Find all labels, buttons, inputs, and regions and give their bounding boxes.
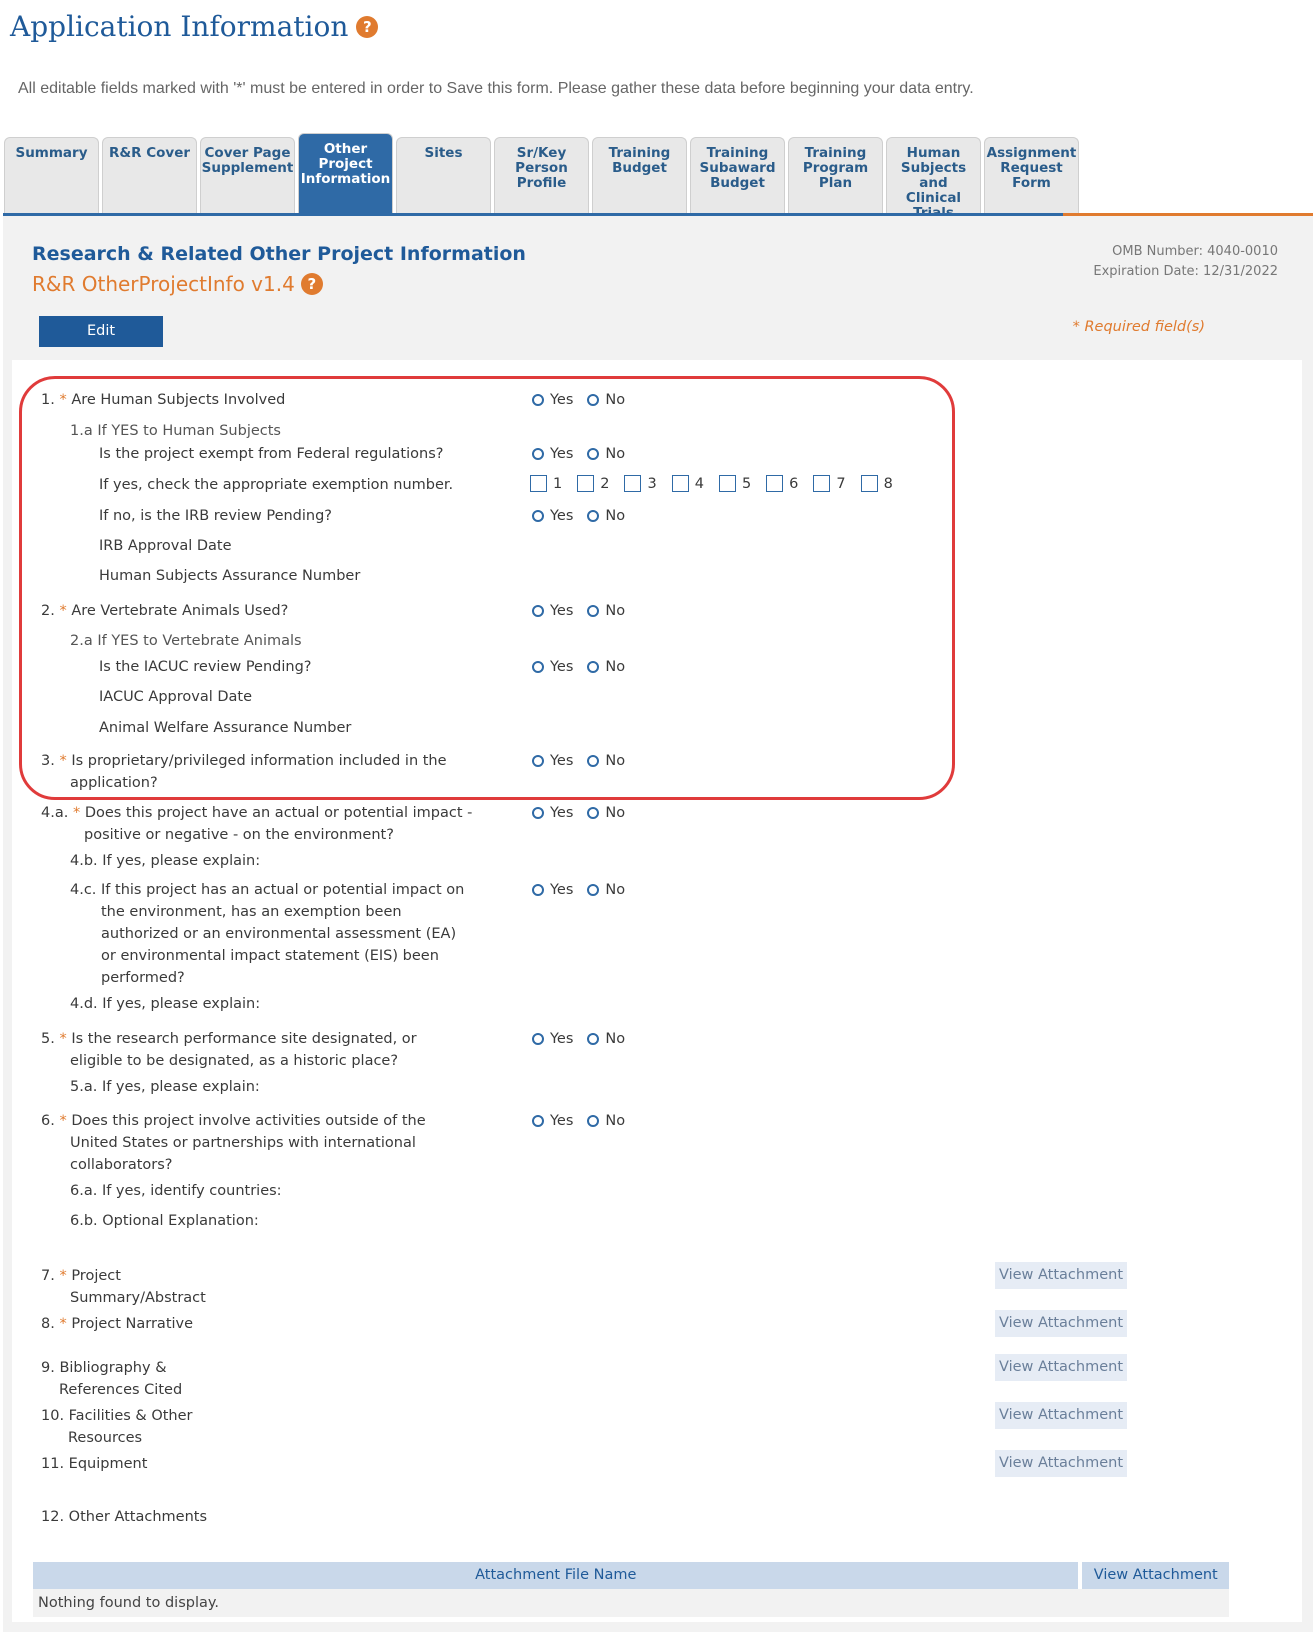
q-text: Project Narrative	[71, 1316, 194, 1332]
radio-circle	[587, 510, 599, 522]
question-6b: 6.b. Optional Explanation:	[70, 1213, 259, 1229]
required-star: *	[59, 1268, 67, 1284]
q-num: 2.	[41, 603, 55, 619]
exemption-checkbox-5[interactable]	[719, 475, 751, 492]
tab-training-program-plan[interactable]: Training Program Plan	[788, 137, 883, 215]
q-num: 5.	[41, 1031, 55, 1047]
radio-label: No	[605, 753, 626, 769]
q2-yes-radio[interactable]	[532, 603, 573, 619]
checkbox-box	[861, 475, 878, 492]
radio-circle	[532, 605, 544, 617]
radio-label: Yes	[550, 1113, 574, 1129]
checkbox-box	[530, 475, 547, 492]
form-version-text: R&R OtherProjectInfo v1.4	[32, 272, 295, 296]
question-6a: 6.a. If yes, identify countries:	[70, 1183, 282, 1199]
iacuc-approval-date-label: IACUC Approval Date	[99, 689, 253, 705]
required-star: *	[59, 603, 67, 619]
q4c-yes-radio[interactable]	[532, 882, 573, 898]
radio-circle	[587, 605, 599, 617]
view-attachment-button-10[interactable]: View Attachment	[995, 1402, 1127, 1429]
q-text: Does this project involve activities outside of the	[71, 1113, 426, 1129]
q1a-exempt-yes-radio[interactable]	[532, 446, 573, 462]
radio-circle	[532, 394, 544, 406]
question-2	[41, 600, 288, 622]
checkbox-label: 4	[694, 475, 704, 492]
q1a-irb-yes-radio[interactable]	[532, 508, 573, 524]
expiration-date: Expiration Date: 12/31/2022	[1093, 264, 1278, 279]
radio-circle	[587, 755, 599, 767]
tab-other-project-information[interactable]: Other Project Information	[298, 133, 393, 215]
question-4c	[70, 879, 464, 989]
table-header	[33, 1562, 1229, 1589]
question-10	[41, 1405, 193, 1449]
question-3	[41, 750, 447, 794]
radio-circle	[587, 884, 599, 896]
q4a-no-radio[interactable]	[587, 805, 625, 821]
q-text: positive or negative - on the environment?	[84, 827, 394, 843]
radio-circle	[587, 1115, 599, 1127]
view-attachment-button-11[interactable]: View Attachment	[995, 1450, 1127, 1477]
tab-training-subaward-budget[interactable]: Training Subaward Budget	[690, 137, 785, 215]
checkbox-box	[672, 475, 689, 492]
q1-radios	[532, 389, 639, 411]
page-title-text: Application Information	[10, 10, 349, 43]
radio-circle	[587, 661, 599, 673]
q3-yes-radio[interactable]	[532, 753, 573, 769]
q1-yes-radio[interactable]	[532, 392, 573, 408]
checkbox-label: 6	[789, 475, 799, 492]
q6-no-radio[interactable]	[587, 1113, 625, 1129]
question-1	[41, 389, 285, 411]
q1a-exempt-radios	[532, 443, 639, 465]
radio-label: No	[605, 1113, 626, 1129]
q-text: performed?	[101, 970, 185, 986]
irb-approval-date-label: IRB Approval Date	[99, 538, 232, 554]
radio-circle	[532, 1033, 544, 1045]
q5-no-radio[interactable]	[587, 1031, 625, 1047]
radio-circle	[532, 661, 544, 673]
radio-circle	[587, 807, 599, 819]
question-4b: 4.b. If yes, please explain:	[70, 853, 261, 869]
checkbox-label: 5	[741, 475, 752, 492]
radio-label: No	[605, 882, 626, 898]
omb-info	[1093, 242, 1278, 282]
q-text: Are Human Subjects Involved	[71, 392, 286, 408]
q-text: the environment, has an exemption been	[101, 904, 402, 920]
view-attachment-button-7[interactable]: View Attachment	[995, 1262, 1127, 1289]
question-1a: 1.a If YES to Human Subjects	[70, 423, 281, 439]
tab-training-budget[interactable]: Training Budget	[592, 137, 687, 215]
radio-circle	[587, 448, 599, 460]
section-title: Research & Related Other Project Information	[32, 243, 526, 265]
q-text: collaborators?	[70, 1157, 173, 1173]
radio-label: No	[605, 805, 626, 821]
radio-circle	[532, 755, 544, 767]
form-version	[32, 272, 323, 296]
checkbox-box	[719, 475, 736, 492]
human-subjects-assurance-label: Human Subjects Assurance Number	[99, 568, 361, 584]
radio-label: Yes	[550, 805, 574, 821]
tab-human-subjects-clinical-trials[interactable]: Human Subjects and Clinical	[886, 137, 981, 215]
radio-circle	[532, 884, 544, 896]
question-5a: 5.a. If yes, please explain:	[70, 1079, 260, 1095]
radio-label: Yes	[550, 753, 574, 769]
radio-label: Yes	[550, 446, 574, 462]
checkbox-label: 8	[883, 475, 893, 492]
q-num: 8.	[41, 1316, 55, 1332]
question-12: 12. Other Attachments	[41, 1509, 208, 1525]
q2-radios	[532, 600, 639, 622]
animal-welfare-assurance-label: Animal Welfare Assurance Number	[99, 720, 352, 736]
tab-rr-cover[interactable]: R&R Cover	[102, 137, 197, 215]
q-text: Is proprietary/privileged information included in the	[71, 753, 447, 769]
tab-assignment-request-form[interactable]: Assignment Request Form	[984, 137, 1079, 215]
edit-button[interactable]: Edit	[39, 316, 163, 347]
radio-label: No	[605, 1031, 626, 1047]
radio-label: No	[605, 603, 626, 619]
checkbox-box	[813, 475, 830, 492]
required-fields-note: * Required field(s)	[1072, 319, 1205, 335]
exemption-checkbox-2[interactable]	[577, 475, 609, 492]
required-star: *	[72, 805, 81, 821]
q6-radios	[532, 1110, 639, 1132]
question-7	[41, 1265, 206, 1309]
q-text: United States or partnerships with international	[70, 1135, 416, 1151]
q-text: authorized or an environmental assessment (EA)	[101, 926, 457, 942]
q4a-yes-radio[interactable]	[532, 805, 573, 821]
q3-no-radio[interactable]	[587, 753, 625, 769]
question-1a-exempt: Is the project exempt from Federal regulations?	[99, 446, 444, 462]
form-help-icon[interactable]: ?	[301, 273, 323, 295]
q-text: Are Vertebrate Animals Used?	[71, 603, 289, 619]
question-6	[41, 1110, 426, 1176]
tab-bar	[4, 133, 1082, 215]
question-4a	[41, 802, 472, 846]
q-text: 9. Bibliography &	[41, 1360, 167, 1376]
q2a-iacuc-no-radio[interactable]	[587, 659, 625, 675]
required-star: *	[59, 753, 67, 769]
checkbox-box	[577, 475, 594, 492]
q-num: 7.	[41, 1268, 55, 1284]
question-2a: 2.a If YES to Vertebrate Animals	[70, 633, 302, 649]
radio-label: No	[605, 392, 626, 408]
tab-sites[interactable]: Sites	[396, 137, 491, 215]
column-view-attachment[interactable]: View Attachment	[1082, 1562, 1229, 1589]
exemption-checkbox-4[interactable]	[672, 475, 704, 492]
column-attachment-file-name[interactable]: Attachment File Name	[33, 1562, 1078, 1589]
intro-text: All editable fields marked with '*' must be entered in order to Save this form. Please gather these data before beginning your data entry.	[18, 80, 974, 97]
radio-label: Yes	[550, 603, 574, 619]
tab-summary[interactable]: Summary	[4, 137, 99, 215]
q4c-no-radio[interactable]	[587, 882, 625, 898]
tab-cover-page-supplement[interactable]: Cover Page Supplement	[200, 137, 295, 215]
radio-circle	[587, 394, 599, 406]
q-text: Summary/Abstract	[70, 1290, 206, 1306]
exemption-checkbox-6[interactable]	[766, 475, 798, 492]
exemption-checkbox-7[interactable]	[813, 475, 845, 492]
q-text: or environmental impact statement (EIS) been	[101, 948, 439, 964]
radio-label: No	[605, 659, 626, 675]
q4c-radios	[532, 879, 639, 901]
q6-yes-radio[interactable]	[532, 1113, 573, 1129]
q4a-radios	[532, 802, 639, 824]
checkbox-box	[624, 475, 641, 492]
q-num: 1.	[41, 392, 55, 408]
view-attachment-button-8[interactable]: View Attachment	[995, 1310, 1127, 1337]
q-text: eligible to be designated, as a historic place?	[70, 1053, 399, 1069]
q-text: Project	[71, 1268, 121, 1284]
q-text: Does this project have an actual or potential impact -	[84, 805, 473, 821]
radio-circle	[587, 1033, 599, 1045]
q1a-irb-no-radio[interactable]	[587, 508, 625, 524]
radio-circle	[532, 807, 544, 819]
exemption-checkbox-1[interactable]	[530, 475, 562, 492]
radio-label: Yes	[550, 392, 574, 408]
q5-radios	[532, 1028, 639, 1050]
radio-label: No	[605, 508, 626, 524]
q-text: Is the research performance site designated, or	[71, 1031, 417, 1047]
exemption-checkbox-8[interactable]	[861, 475, 893, 492]
q2a-iacuc-radios	[532, 656, 639, 678]
omb-number: OMB Number: 4040-0010	[1112, 244, 1278, 259]
q-text: 10. Facilities & Other	[41, 1408, 193, 1424]
view-attachment-button-9[interactable]: View Attachment	[995, 1354, 1127, 1381]
radio-label: Yes	[550, 508, 574, 524]
q-num: 4.a.	[41, 805, 69, 821]
q-text: Resources	[68, 1430, 143, 1446]
question-2a-iacuc: Is the IACUC review Pending?	[99, 659, 312, 675]
question-1a-check: If yes, check the appropriate exemption number.	[99, 477, 454, 493]
radio-circle	[532, 448, 544, 460]
q-text: References Cited	[59, 1382, 183, 1398]
checkbox-label: 1	[553, 475, 563, 492]
q-num: 3.	[41, 753, 55, 769]
question-4d: 4.d. If yes, please explain:	[70, 996, 261, 1012]
checkbox-box	[766, 475, 783, 492]
radio-label: No	[605, 446, 626, 462]
radio-label: Yes	[550, 882, 574, 898]
exemption-checkbox-3[interactable]	[624, 475, 656, 492]
question-1a-irb: If no, is the IRB review Pending?	[99, 508, 332, 524]
required-star: *	[59, 1113, 67, 1129]
q-num: 6.	[41, 1113, 55, 1129]
q1a-irb-radios	[532, 505, 639, 527]
q-text: If this project has an actual or potential impact on	[101, 882, 465, 898]
required-star: *	[59, 1031, 67, 1047]
page-title	[10, 10, 378, 43]
q-text: application?	[70, 775, 158, 791]
table-empty-message: Nothing found to display.	[33, 1589, 1229, 1617]
radio-label: Yes	[550, 659, 574, 675]
question-11: 11. Equipment	[41, 1456, 148, 1472]
help-icon[interactable]: ?	[356, 16, 378, 38]
tab-sr-key-person-profile[interactable]: Sr/Key Person Profile	[494, 137, 589, 215]
q1-no-radio[interactable]	[587, 392, 625, 408]
question-5	[41, 1028, 417, 1072]
q1a-exempt-no-radio[interactable]	[587, 446, 625, 462]
q2a-iacuc-yes-radio[interactable]	[532, 659, 573, 675]
q2-no-radio[interactable]	[587, 603, 625, 619]
exemption-checkboxes	[530, 475, 908, 492]
q3-radios	[532, 750, 639, 772]
radio-label: Yes	[550, 1031, 574, 1047]
checkbox-label: 3	[647, 475, 657, 492]
required-star: *	[59, 392, 67, 408]
q-num: 4.c.	[70, 882, 97, 898]
checkbox-label: 2	[600, 475, 610, 492]
other-attachments-table	[33, 1562, 1229, 1617]
radio-circle	[532, 1115, 544, 1127]
required-star: *	[59, 1316, 67, 1332]
question-8	[41, 1313, 193, 1335]
question-9	[41, 1357, 182, 1401]
q5-yes-radio[interactable]	[532, 1031, 573, 1047]
checkbox-label: 7	[836, 475, 846, 492]
radio-circle	[532, 510, 544, 522]
